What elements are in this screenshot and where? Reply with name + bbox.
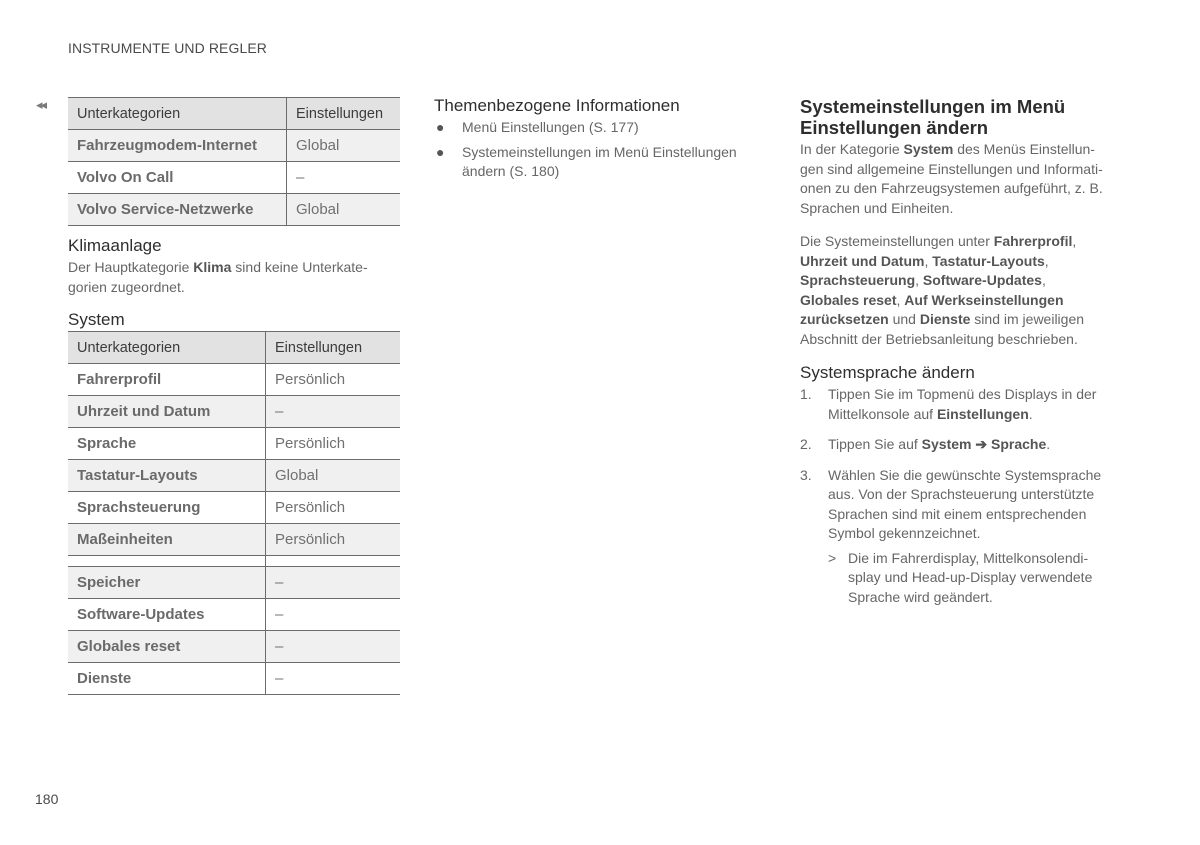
step-number: 2. xyxy=(800,436,812,452)
result-marker-icon: > xyxy=(828,549,837,566)
table-row xyxy=(68,162,400,194)
table-row xyxy=(68,396,400,428)
column-header: Einstellungen xyxy=(266,332,401,364)
related-links-list xyxy=(434,118,769,187)
step-number: 1. xyxy=(800,386,812,402)
subcategory-cell: Fahrerprofil xyxy=(68,364,266,396)
related-link[interactable]: ● Systemeinstellungen im Menü Einstellungen ändern (S. 180) xyxy=(436,143,737,179)
related-info-heading: Themenbezogene Informationen xyxy=(434,96,680,115)
bullet-icon: ● xyxy=(436,119,445,135)
system-heading: System xyxy=(68,310,125,329)
setting-cell: Global xyxy=(287,130,401,162)
system-language-heading: Systemsprache ändern xyxy=(800,363,975,382)
subcategory-cell: Software-Updates xyxy=(68,599,266,631)
setting-cell: Global xyxy=(287,194,401,226)
table-spacer-row xyxy=(68,556,400,567)
section-header: INSTRUMENTE UND REGLER xyxy=(68,40,267,56)
setting-cell: – xyxy=(266,599,401,631)
continue-marker-icon: ◂◂ xyxy=(36,97,46,112)
table-row xyxy=(68,524,400,556)
network-settings-table xyxy=(68,97,400,226)
column-header: Einstellungen xyxy=(287,98,401,130)
setting-cell: – xyxy=(266,567,401,599)
column-header: Unterkategorien xyxy=(68,98,287,130)
step-item: 2. Tippen Sie auf System ➔ Sprache. xyxy=(800,435,1130,455)
table-header-row xyxy=(68,98,400,130)
intro-paragraph: In der Kategorie System des Menüs Einstellun- gen sind allgemeine Einstellungen und Informati- onen zu den Fahrzeugsystemen aufgeführt, z. B. Sprachen und Einheiten. xyxy=(800,141,1103,216)
table-row xyxy=(68,567,400,599)
table-row xyxy=(68,130,400,162)
table-header-row xyxy=(68,332,400,364)
subcategory-cell: Uhrzeit und Datum xyxy=(68,396,266,428)
klima-text: Der Hauptkategorie Klima sind keine Unterkate- gorien zugeordnet. xyxy=(68,259,368,295)
setting-cell: Persönlich xyxy=(266,428,401,460)
table-row xyxy=(68,460,400,492)
subcategory-cell: Volvo Service-Netzwerke xyxy=(68,194,287,226)
setting-cell: Persönlich xyxy=(266,364,401,396)
step-result: > Die im Fahrerdisplay, Mittelkonsolendi- splay und Head-up-Display verwendete Sprache wird geändert. xyxy=(828,549,1093,605)
setting-cell: – xyxy=(266,631,401,663)
setting-cell: Global xyxy=(266,460,401,492)
step-item: 1. Tippen Sie im Topmenü des Displays in der Mittelkonsole auf Einstellungen. xyxy=(800,386,1097,422)
subcategory-cell: Speicher xyxy=(68,567,266,599)
spacer-cell xyxy=(266,556,401,567)
subcategory-cell: Dienste xyxy=(68,663,266,695)
table-row xyxy=(68,663,400,695)
table-row xyxy=(68,599,400,631)
spacer-cell xyxy=(68,556,266,567)
subcategory-cell: Globales reset xyxy=(68,631,266,663)
subcategory-cell: Sprache xyxy=(68,428,266,460)
table-row xyxy=(68,364,400,396)
column-header: Unterkategorien xyxy=(68,332,266,364)
setting-cell: – xyxy=(266,663,401,695)
steps-list xyxy=(800,385,1130,618)
related-link[interactable]: ● Menü Einstellungen (S. 177) xyxy=(434,118,769,138)
bullet-icon: ● xyxy=(436,143,445,160)
setting-cell: Persönlich xyxy=(266,524,401,556)
subcategory-cell: Maßeinheiten xyxy=(68,524,266,556)
table-row xyxy=(68,631,400,663)
step-number: 3. xyxy=(800,466,812,483)
system-settings-table xyxy=(68,331,400,695)
table-row xyxy=(68,492,400,524)
table-row xyxy=(68,428,400,460)
setting-cell: – xyxy=(266,396,401,428)
klima-heading: Klimaanlage xyxy=(68,236,162,255)
setting-cell: – xyxy=(287,162,401,194)
subcategory-cell: Volvo On Call xyxy=(68,162,287,194)
subcategory-cell: Sprachsteuerung xyxy=(68,492,266,524)
table-row xyxy=(68,194,400,226)
settings-description-paragraph: Die Systemeinstellungen unter Fahrerprofil, Uhrzeit und Datum, Tastatur-Layouts, Sprachsteuerung, Software-Updates, Globales reset, Auf Werkseinstellungen zurücksetzen und Dienste sind im jeweiligen Abschnitt der Betriebsanleitung beschrieben. xyxy=(800,233,1085,347)
system-settings-heading: Systemeinstellungen im Menü Einstellungen ändern xyxy=(800,96,1066,138)
subcategory-cell: Tastatur-Layouts xyxy=(68,460,266,492)
page-number: 180 xyxy=(35,791,59,807)
step-item: 3. Wählen Sie die gewünschte Systemsprache aus. Von der Sprachsteuerung unterstützte Sprachen sind mit einem entsprechenden Symbol gekennzeichnet. > Die im Fahrerdisplay, Mittelkonsolendi- splay und Head-up-Display verwendete Sprache wird geändert. xyxy=(800,466,1130,608)
subcategory-cell: Fahrzeugmodem-Internet xyxy=(68,130,287,162)
arrow-right-icon: ➔ xyxy=(975,436,988,452)
setting-cell: Persönlich xyxy=(266,492,401,524)
